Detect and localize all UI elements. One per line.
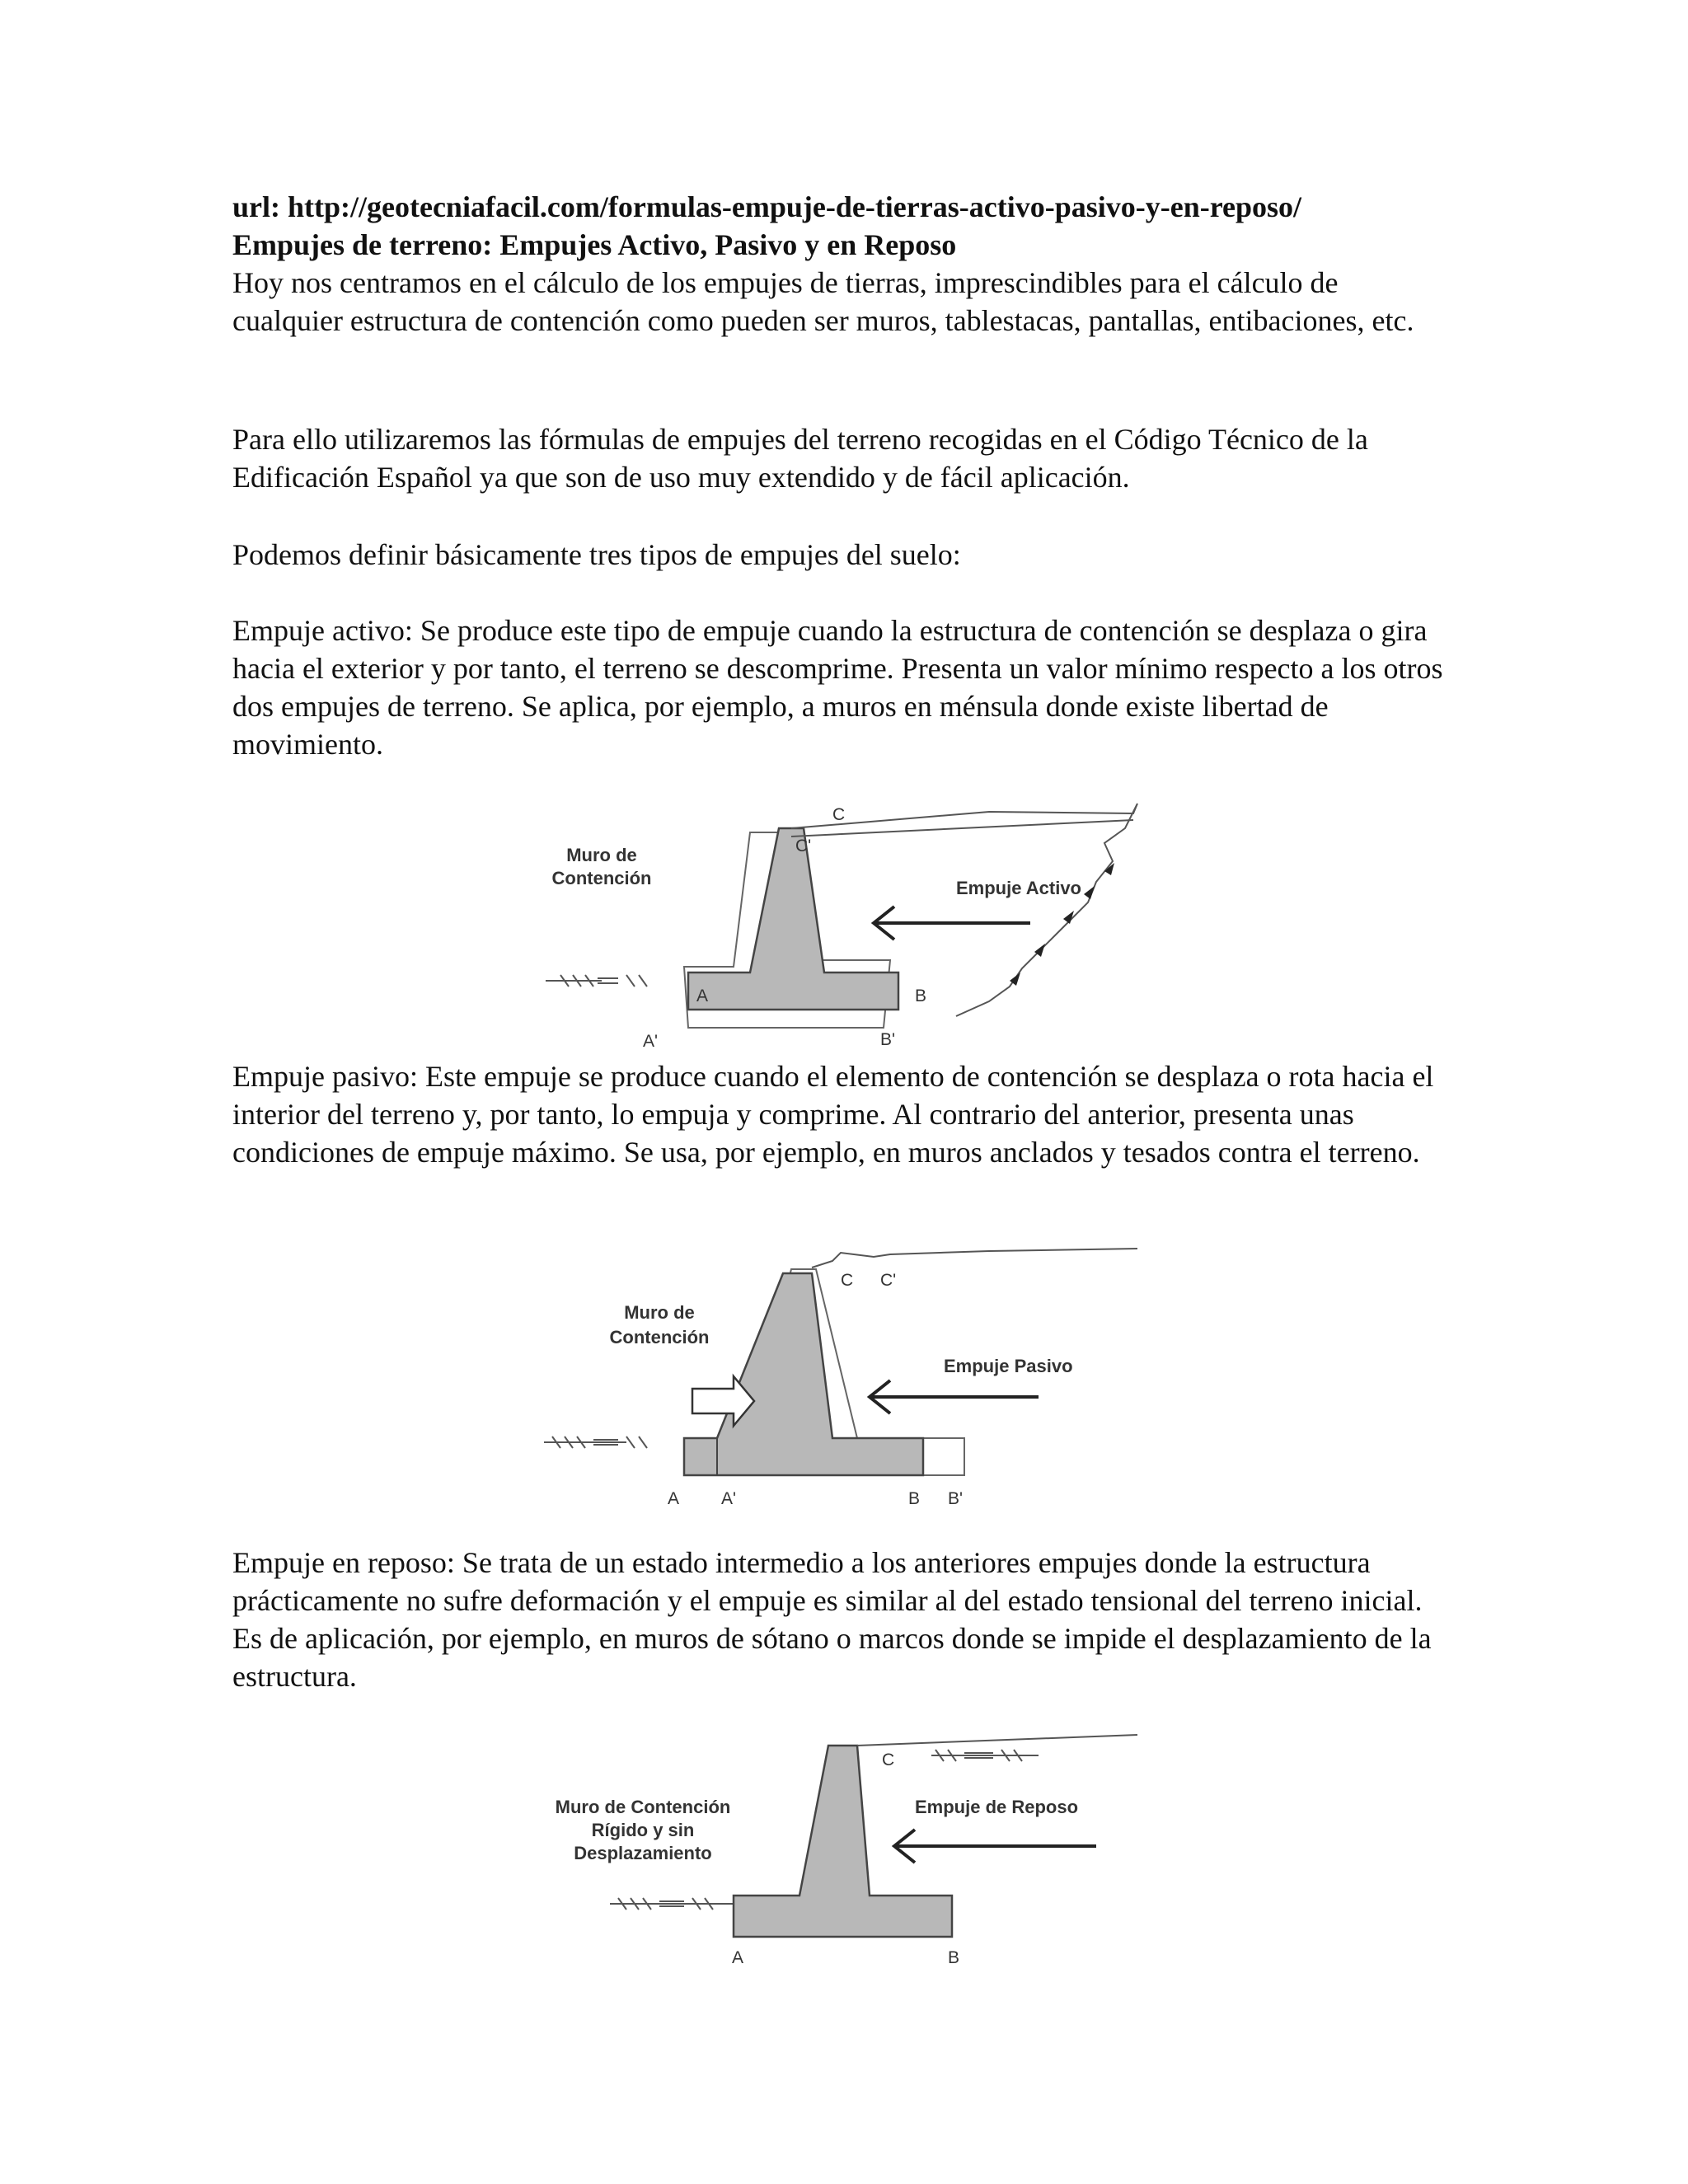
figure-pasivo-drawing (528, 1244, 1154, 1508)
point-b: B (948, 1948, 960, 1967)
label-muro-line1: Muro de (566, 845, 637, 865)
point-a-prime: A' (643, 1032, 659, 1051)
figure-empuje-pasivo (528, 1244, 1154, 1508)
figure-activo-drawing (528, 795, 1154, 1051)
paragraph-formulas: Para ello utilizaremos las fórmulas de empujes del terreno recogidas en el Código Técnico de la Edificación Español ya que son de uso muy extendido y de fácil aplicación. (232, 423, 1368, 494)
point-b-prime: B' (880, 1030, 896, 1049)
label-muro-line1: Muro de Contención (555, 1797, 731, 1817)
arrow-left-icon (894, 1830, 1096, 1863)
ground-hatch (546, 975, 647, 987)
ground-hatch (544, 1436, 647, 1448)
label-muro-line2: Contención (551, 868, 652, 888)
terrain-line (857, 1735, 1137, 1746)
label-empuje-pasivo: Empuje Pasivo (944, 1356, 1073, 1376)
point-b: B (908, 1489, 921, 1508)
paragraph-intro: Hoy nos centramos en el cálculo de los empujes de tierras, imprescindibles para el cálculo de cualquier estructura de contención como pueden ser muros, tablestacas, pantallas, entibaciones, etc. (232, 266, 1414, 337)
point-a: A (668, 1489, 680, 1508)
retaining-wall (734, 1746, 952, 1937)
point-c: C (832, 805, 846, 824)
point-c-prime: C' (795, 837, 812, 855)
url-line: url: http://geotecniafacil.com/formulas-empuje-de-tierras-activo-pasivo-y-en-reposo/ (232, 190, 1302, 223)
paragraph-types: Podemos definir básicamente tres tipos de empujes del suelo: (232, 538, 961, 571)
arrow-left-icon (870, 1380, 1039, 1413)
page-title: Empujes de terreno: Empujes Activo, Pasivo y en Reposo (232, 228, 957, 261)
point-a: A (696, 987, 709, 1005)
paragraph-reposo: Empuje en reposo: Se trata de un estado intermedio a los anteriores empujes donde la estructura prácticamente no sufre deformación y el empuje es similar al del estado tensional del terreno inicial. Es de aplicación, por ejemplo, en muros de sótano o marcos donde se impide el desplazamiento de la estructura. (232, 1546, 1432, 1693)
label-muro-line3: Desplazamiento (574, 1843, 712, 1863)
terrain-line (812, 1249, 1137, 1268)
label-muro-line1: Muro de (624, 1302, 695, 1323)
paragraph-pasivo: Empuje pasivo: Este empuje se produce cuando el elemento de contención se desplaza o rota hacia el interior del terreno y, por tanto, lo empuja y comprime. Al contrario del anterior, presenta unas condiciones de empuje máximo. Se usa, por ejemplo, en muros anclados y tesados contra el terreno. (232, 1060, 1434, 1169)
label-muro-line2: Contención (609, 1327, 710, 1347)
label-muro-line2: Rígido y sin (591, 1820, 695, 1840)
figure-reposo-drawing (528, 1731, 1154, 1970)
point-a: A (732, 1948, 744, 1967)
label-empuje-activo: Empuje Activo (956, 878, 1081, 898)
figure-empuje-activo (528, 795, 1154, 1051)
retaining-wall (684, 1273, 923, 1475)
figure-empuje-reposo (528, 1731, 1154, 1970)
paragraph-activo: Empuje activo: Se produce este tipo de empuje cuando la estructura de contención se desplaza o gira hacia el exterior y por tanto, el terreno se descomprime. Presenta un valor mínimo respecto a los otros dos empujes de terreno. Se aplica, por ejemplo, a muros en ménsula donde existe libertad de movimiento. (232, 614, 1443, 761)
label-empuje-reposo: Empuje de Reposo (915, 1797, 1079, 1817)
arrow-left-icon (874, 907, 1030, 940)
point-c: C (841, 1271, 854, 1290)
point-c: C (882, 1750, 895, 1769)
point-b: B (915, 987, 927, 1005)
point-c-prime: C' (880, 1271, 897, 1290)
point-b-prime: B' (948, 1489, 964, 1508)
point-a-prime: A' (721, 1489, 737, 1508)
retaining-wall (688, 828, 898, 1010)
